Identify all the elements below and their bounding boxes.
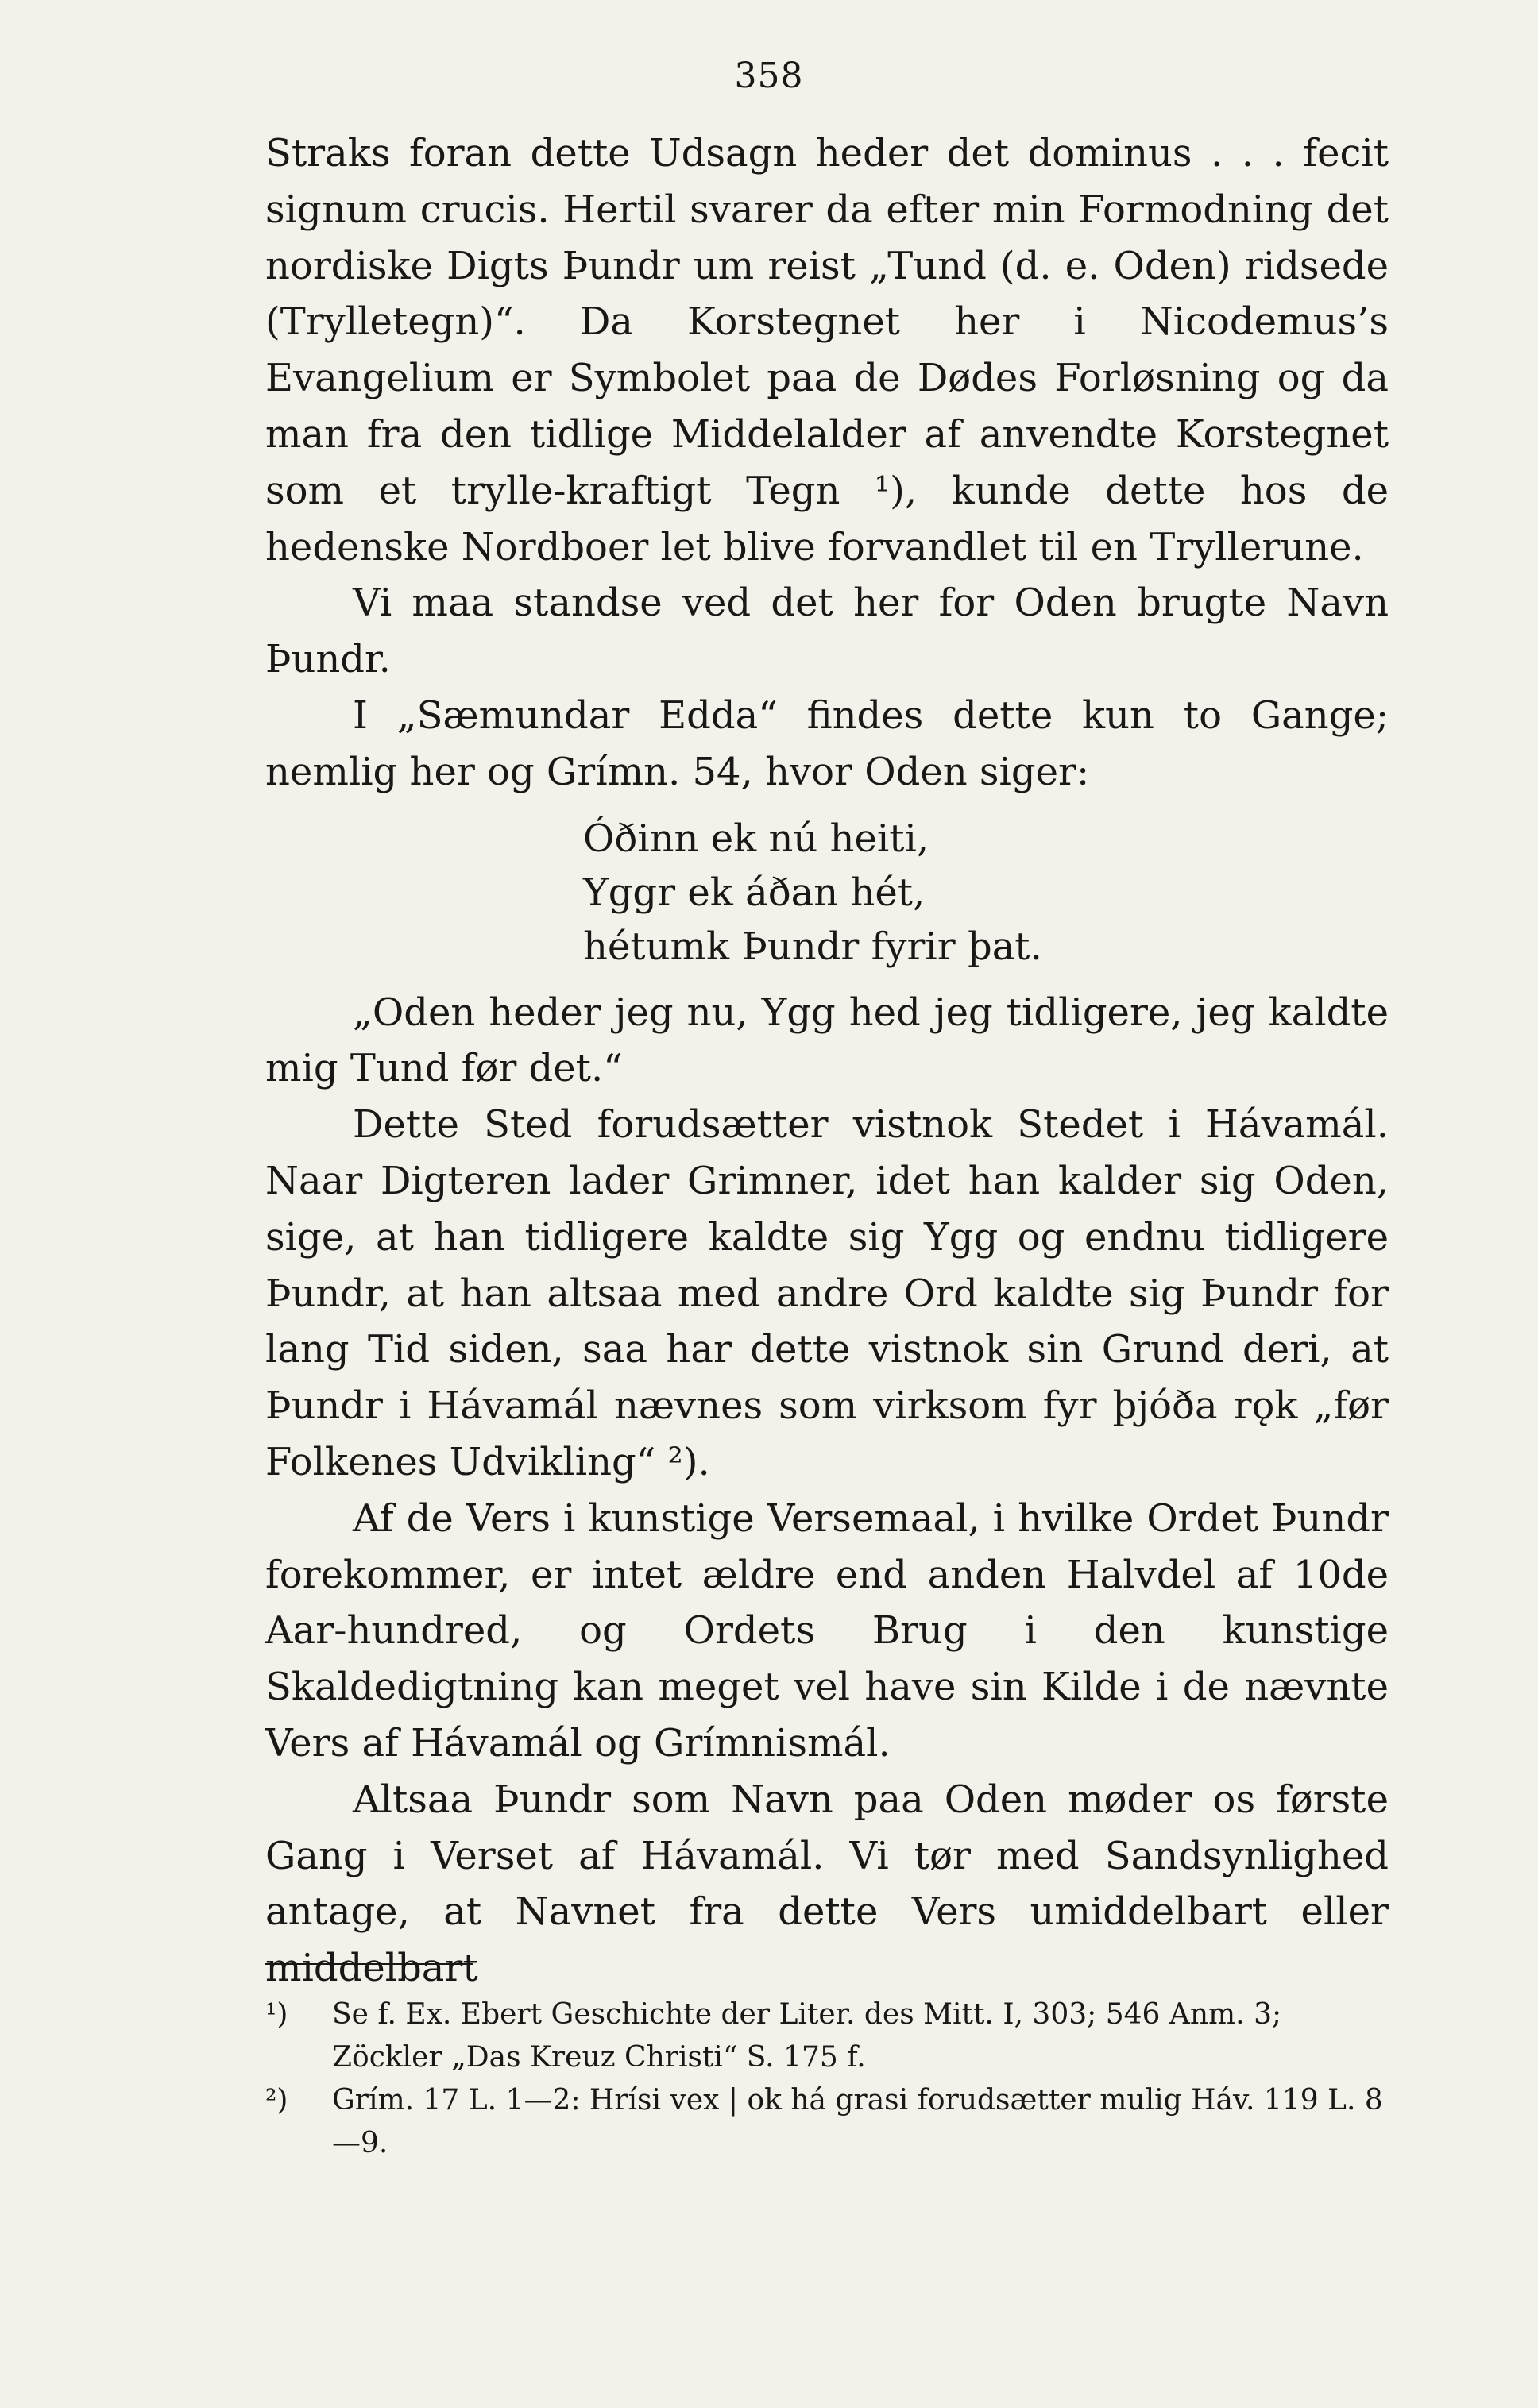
footnote-text: Se f. Ex. Ebert Geschichte der Liter. des Mitt. I, 303; 546 Anm. 3; Zöckler „Das Kreuz Christi“ S. 175 f. xyxy=(332,1998,1282,2074)
paragraph: Af de Vers i kunstige Versemaal, i hvilke Ordet Þundr forekommer, er intet ældre end anden Halvdel af 10de Aar-hundred, og Ordets Brug i den kunstige Skaldedigtning kan meget vel have sin Kilde i de nævnte Vers af Hávamál og Grímnismál. xyxy=(265,1495,1389,1765)
footnote xyxy=(265,1993,1389,2079)
footnote-mark: ¹) xyxy=(265,1998,288,2031)
verse-quote xyxy=(583,812,1389,974)
paragraph: I „Sæmundar Edda“ findes dette kun to Gange; nemlig her og Grímn. 54, hvor Oden siger: xyxy=(265,693,1389,794)
page-body xyxy=(265,125,1389,1997)
footnotes xyxy=(265,1993,1389,2165)
paragraph: Vi maa standse ved det her for Oden brugte Navn Þundr. xyxy=(265,581,1389,682)
paragraph: Altsaa Þundr som Navn paa Oden møder os første Gang i Verset af Hávamál. Vi tør med Sandsynlighed antage, at Navnet fra dette Vers umiddelbart eller middelbart xyxy=(265,1777,1389,1991)
footnote-mark: ²) xyxy=(265,2084,288,2117)
paragraph: „Oden heder jeg nu, Ygg hed jeg tidligere, jeg kaldte mig Tund før det.“ xyxy=(265,990,1389,1091)
paragraph: Straks foran dette Udsagn heder det dominus . . . fecit signum crucis. Hertil svarer da efter min Formodning det nordiske Digts Þundr um reist „Tund (d. e. Oden) ridsede (Trylletegn)“. Da Korstegnet her i Nicodemus’s Evangelium er Symbolet paa de Dødes Forløsning og da man fra den tidlige Middelalder af anvendte Korstegnet som et trylle-kraftigt Tegn ¹), kunde dette hos de hedenske Nordboer let blive forvandlet til en Tryllerune. xyxy=(265,131,1389,569)
verse-line: hétumk Þundr fyrir þat. xyxy=(583,924,1042,969)
footnote xyxy=(265,2079,1389,2165)
paragraph: Dette Sted forudsætter vistnok Stedet i Hávamál. Naar Digteren lader Grimner, idet han kalder sig Oden, sige, at han tidligere kaldte sig Ygg og endnu tidligere Þundr, at han altsaa med andre Ord kaldte sig Þundr for lang Tid siden, saa har dette vistnok sin Grund deri, at Þundr i Hávamál nævnes som virksom fyr þjóða rǫk „før Folkenes Udvikling“ ²). xyxy=(265,1102,1389,1484)
page-number: 358 xyxy=(734,56,804,96)
verse-line: Óðinn ek nú heiti, xyxy=(583,816,929,861)
verse-line: Yggr ek áðan hét, xyxy=(583,870,926,915)
footnote-divider xyxy=(265,1963,473,1965)
footnote-text: Grím. 17 L. 1—2: Hrísi vex | ok há grasi forudsætter mulig Háv. 119 L. 8—9. xyxy=(332,2084,1383,2159)
